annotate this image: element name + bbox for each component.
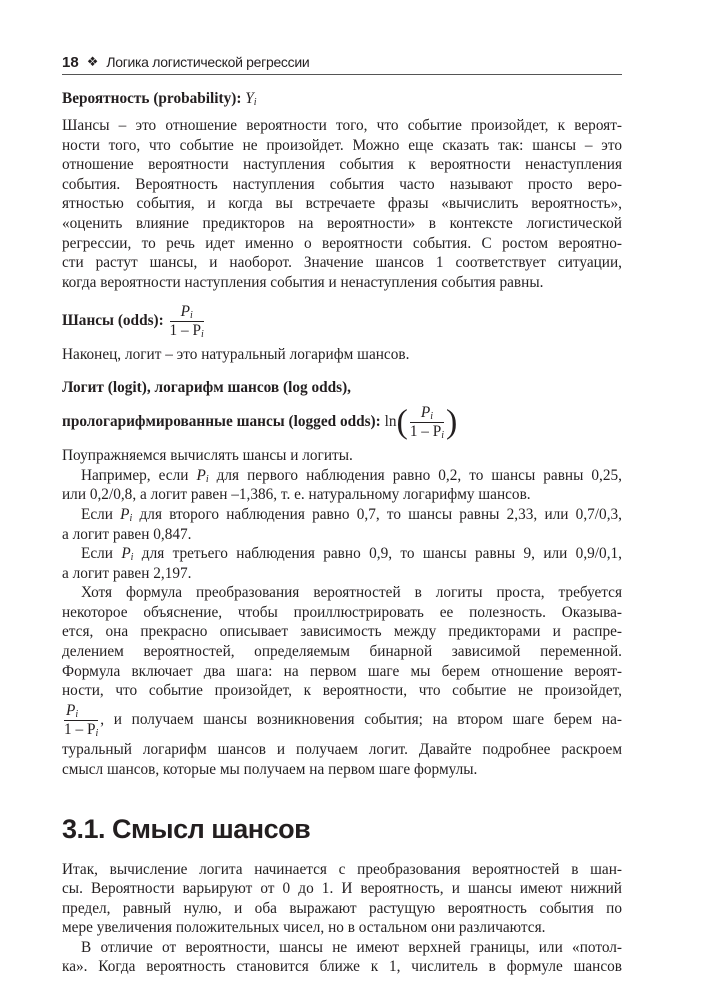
formula-p <box>121 545 133 562</box>
formula-symbol: Y <box>245 90 254 107</box>
text-run: В отличие от вероятности, шансы не имеют верхней границы, или «потол- <box>81 938 622 956</box>
text-line: события. Вероятность наступления события часто называют просто веро- <box>62 175 622 193</box>
section-heading: 3.1. Смысл шансов <box>62 814 311 845</box>
text-run: сы. Вероятности варьируют от 0 до 1. И вероятность, и шансы имеют нижний <box>62 880 622 898</box>
fraction-denominator <box>64 721 98 738</box>
text-line <box>62 446 622 466</box>
text-line <box>62 564 622 584</box>
text-run: а логит равен 0,847. <box>62 525 192 543</box>
text-line <box>62 603 622 623</box>
definition-label: Шансы (odds): <box>62 312 164 330</box>
text-run: или 0,2/0,8, а логит равен –1,386, т. е. натуральному логарифму шансов. <box>62 486 531 504</box>
text-line <box>62 957 622 977</box>
subscript: i <box>205 473 209 485</box>
text-run: для третьего наблюдения равно 0,9, то шансы равны 9, или 0,9/0,1, <box>133 545 623 563</box>
logit-intro: Наконец, логит – это натуральный логарифм шансов. <box>62 346 410 364</box>
odds-definition <box>62 304 622 339</box>
text-line <box>62 544 622 564</box>
text-run: Например, если <box>81 466 197 484</box>
text-line <box>62 918 622 938</box>
text-line <box>62 899 622 919</box>
text-line: «оценить влияние предикторов на вероятности» в контексте логистической <box>62 214 622 232</box>
text-run: для первого наблюдения равно 0,2, то шансы равны 0,25, <box>208 466 623 484</box>
text-line <box>62 681 622 701</box>
logit-definition-line2 <box>62 405 622 440</box>
text-run: Если <box>81 545 122 563</box>
text-line <box>62 701 622 740</box>
text-run: , и получаем шансы возникновения события; на втором шаге берем на- <box>100 710 622 728</box>
logit-formula <box>384 403 458 442</box>
subscript: i <box>201 329 204 341</box>
page-body <box>62 88 622 977</box>
text-line <box>62 642 622 662</box>
formula-subscript: i <box>253 97 257 108</box>
text-run: а логит равен 2,197. <box>62 564 192 582</box>
definition-label: прологарифмированные шансы (logged odds): <box>62 413 381 431</box>
text-line: сти растут шансы, и наоборот. Значение шансов 1 соответствует ситуации, <box>62 254 622 272</box>
text-line: регрессии, то речь идет именно о вероятности события. С ростом вероятно- <box>62 234 622 252</box>
text-line <box>62 505 622 525</box>
formula-y <box>245 90 256 107</box>
text-line: отношение вероятности наступления события к вероятности ненаступления <box>62 156 622 174</box>
text-run: предел, равный нулю, и оба выражают растущую вероятность события по <box>62 899 622 917</box>
logit-definition-line1: Логит (logit), логарифм шансов (log odds), <box>62 379 351 397</box>
fraction-denominator: 1 – P <box>169 322 201 340</box>
ln-symbol: ln <box>384 413 397 431</box>
text-line: когда вероятности наступления события и ненаступления события равны. <box>62 273 544 291</box>
text-run: для второго наблюдения равно 0,7, то шансы равны 2,33, или 0,7/0,3, <box>132 505 622 523</box>
fraction-numerator <box>64 703 98 721</box>
formula-p <box>196 467 208 484</box>
formula-symbol: P <box>196 466 206 484</box>
text-line <box>62 938 622 958</box>
fraction-numerator: P <box>180 303 190 321</box>
subscript: i <box>130 552 134 564</box>
subscript: i <box>441 430 445 442</box>
subscript: i <box>430 411 433 423</box>
text-run: Формула включает два шага: на первом шаге мы берем отношение вероят- <box>62 662 622 680</box>
text-line <box>62 485 622 505</box>
definition-label: Вероятность (probability): <box>62 90 242 107</box>
text-line <box>62 879 622 899</box>
text-run: мере увеличения положительных чисел, но в остальном они различаются. <box>62 919 546 937</box>
text-line <box>62 662 622 682</box>
fraction-denominator: 1 – P <box>409 423 442 441</box>
formula-p <box>120 506 132 523</box>
text-line <box>62 622 622 642</box>
probability-definition <box>62 88 622 110</box>
text-run: ка». Когда вероятность становится ближе к 1, числитель в формуле шансов <box>62 958 622 976</box>
text-run: Если <box>81 505 121 523</box>
text-line <box>62 860 622 880</box>
text-run: Поупражняемся вычислять шансы и логиты. <box>62 447 353 465</box>
odds-fraction-inline <box>64 703 98 738</box>
text-run: Хотя формула преобразования вероятностей в логиты проста, требуется <box>81 584 622 602</box>
fraction-numerator: P <box>420 404 431 422</box>
text-run: ности, что событие произойдет, к вероятности, что событие не произойдет, <box>62 682 622 700</box>
text-line <box>62 525 622 545</box>
running-header <box>62 50 622 75</box>
subscript: i <box>95 727 99 739</box>
formula-symbol: P <box>121 545 131 563</box>
text-line <box>62 740 622 760</box>
subscript: i <box>129 512 133 524</box>
formula-symbol: P <box>120 505 130 523</box>
text-line <box>62 583 622 603</box>
paragraph-examples <box>62 446 622 779</box>
text-run: некоторое объяснение, чтобы проиллюстрировать ее полезность. Оказыва- <box>62 603 622 621</box>
text-line: ности того, что событие не произойдет. Можно еще сказать так: шансы – это <box>62 136 622 154</box>
page-number: 18 <box>62 53 79 71</box>
paren-open: ( <box>396 403 408 441</box>
denominator-text: 1 – P <box>64 720 96 738</box>
paren-close: ) <box>446 403 458 441</box>
text-line <box>62 466 622 486</box>
subscript: i <box>189 310 193 322</box>
ornament-icon: ❖ <box>86 54 99 69</box>
text-line: ятностью события, и когда вы встречаете фразы «вычислить вероятность», <box>62 195 622 213</box>
text-run: Итак, вычисление логита начинается с преобразования вероятностей в шан- <box>62 860 622 878</box>
text-run: смысл шансов, которые мы получаем на первом шаге формулы. <box>62 760 478 778</box>
text-line <box>62 760 622 780</box>
text-run: ется, она прекрасно описывает зависимость между предикторами и распре- <box>62 623 622 641</box>
numerator-symbol: P <box>66 701 76 719</box>
text-run: делением вероятностей, определяемым бинарной зависимой переменной. <box>62 643 622 661</box>
paragraph-odds-explanation <box>62 116 622 292</box>
paragraph-meaning-of-odds <box>62 860 622 978</box>
text-line: Шансы – это отношение вероятности того, что событие произойдет, к вероят- <box>62 117 622 134</box>
text-run: туральный логарифм шансов и получаем логит. Давайте подробнее раскроем <box>62 740 622 758</box>
subscript: i <box>75 708 79 720</box>
odds-fraction <box>170 304 204 339</box>
running-title: Логика логистической регрессии <box>106 54 310 70</box>
